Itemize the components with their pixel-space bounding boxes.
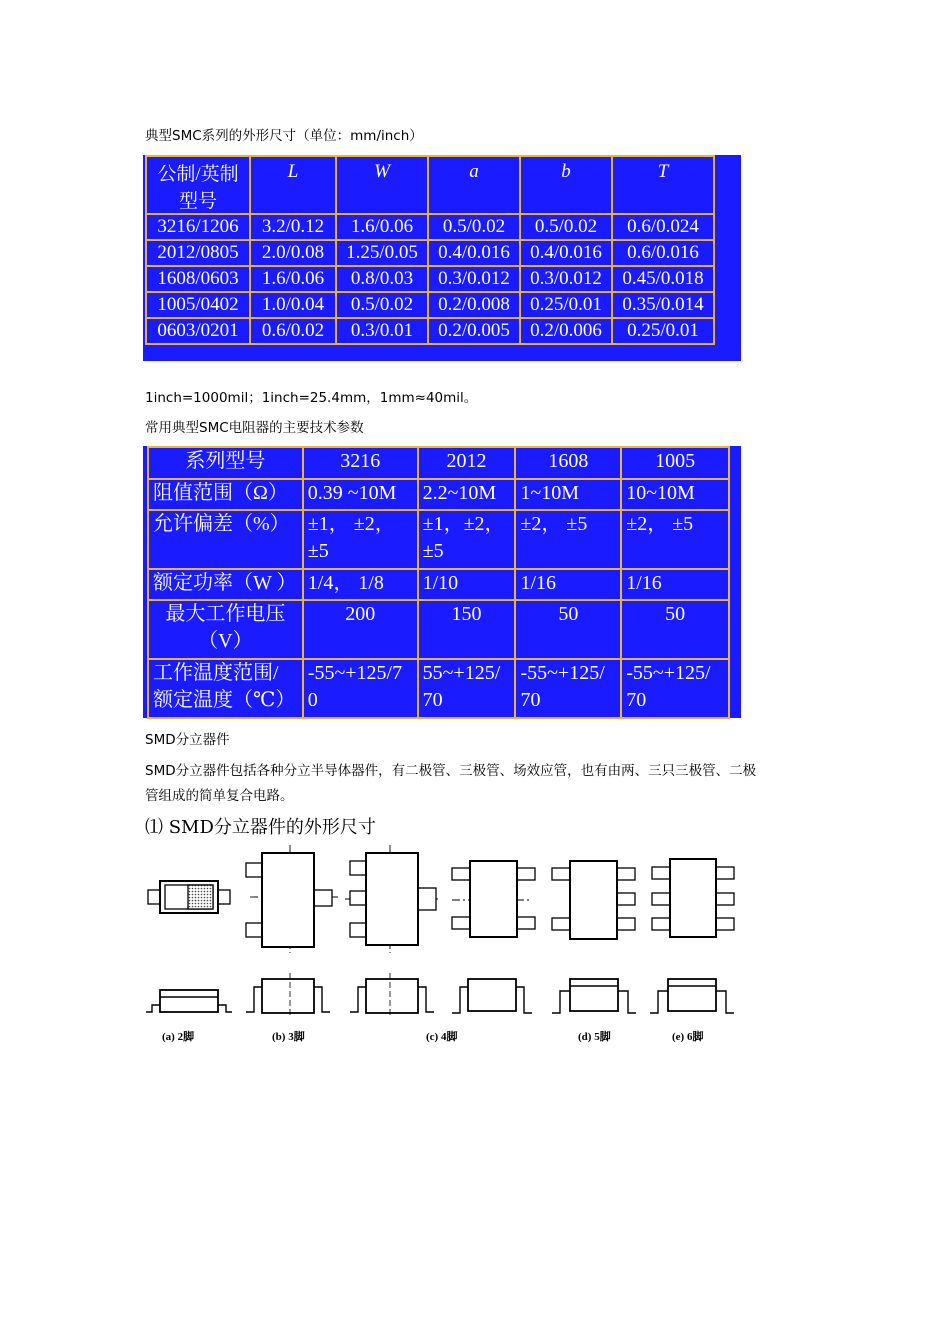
cell-line: ±1， ±2， (307, 513, 395, 535)
table-row (146, 292, 714, 318)
cell-line: ±1，±2， (422, 513, 505, 535)
label-line: （V） (198, 630, 253, 652)
package-b-top-view (246, 845, 340, 953)
cell-line: 70 (626, 689, 647, 711)
side-view-d (452, 979, 532, 1013)
label-line: 最大工作电压 (165, 603, 286, 625)
table-cell: 0.35/0.014 (612, 292, 714, 318)
cell-line: 200 (345, 603, 376, 625)
cell-line: -55~+125/7 (307, 662, 403, 684)
table-cell: 1.6/0.06 (336, 214, 428, 240)
table-cell (418, 479, 516, 510)
table-cell: 3.2/0.12 (250, 214, 336, 240)
table1-header-row (146, 156, 714, 214)
cell-line: 10~10M (626, 482, 695, 504)
table-cell: 0.5/0.02 (336, 292, 428, 318)
table2-header-cell: 2012 (418, 447, 516, 479)
table-row (148, 659, 729, 718)
row-label (148, 600, 303, 659)
table-row (148, 510, 729, 569)
table-cell (418, 569, 516, 600)
side-view-c (350, 973, 434, 1017)
side-view-a (146, 990, 232, 1012)
table-cell (621, 600, 729, 659)
table-cell: 0.4/0.016 (428, 240, 520, 266)
table-cell: 1.25/0.05 (336, 240, 428, 266)
cell-line: 1~10M (520, 482, 580, 504)
paragraph-line-2: 管组成的简单复合电路。 (145, 788, 294, 804)
table-cell (621, 659, 729, 718)
table-row (148, 600, 729, 659)
package-c-top-view (345, 845, 438, 953)
smc-dimension-table (145, 155, 715, 345)
table2-header-row (148, 447, 729, 479)
header-line: L (287, 161, 299, 182)
cell-line: 70 (520, 689, 541, 711)
table1-header-cell (612, 156, 714, 214)
table-cell (303, 510, 418, 569)
table2-header-cell: 3216 (303, 447, 418, 479)
side-view-f (650, 979, 734, 1013)
table-cell: 0.45/0.018 (612, 266, 714, 292)
cell-line: 0.39 ~10M (307, 482, 397, 504)
cell-line: 2.2~10M (422, 482, 497, 504)
table-cell (515, 569, 621, 600)
package-d-top-view (452, 861, 535, 937)
side-view-b (246, 973, 330, 1017)
cell-line: 0 (307, 689, 318, 711)
cell-line: 1/16 (520, 572, 557, 594)
table2-title: 常用典型SMC电阻器的主要技术参数 (145, 420, 364, 436)
cell-line: 50 (558, 603, 579, 625)
cell-line: ±5 (307, 540, 329, 562)
table1-header-cell (336, 156, 428, 214)
table-cell (515, 479, 621, 510)
table-row (146, 214, 714, 240)
table-cell: 0.25/0.01 (612, 318, 714, 344)
side-view-e (552, 979, 636, 1013)
cell-line: 50 (665, 603, 686, 625)
table1-header-cell (520, 156, 612, 214)
package-f-top-view (652, 859, 734, 937)
row-label (148, 569, 303, 600)
caption-b: (b) 3脚 (272, 1031, 305, 1043)
label-line: 阻值范围（Ω） (153, 482, 288, 504)
table1-header-cell (428, 156, 520, 214)
table-cell: 0.2/0.005 (428, 318, 520, 344)
cell-line: ±2， ±5 (520, 513, 588, 535)
table-cell (621, 510, 729, 569)
table1-header-cell (146, 156, 250, 214)
table-cell: 0.5/0.02 (520, 214, 612, 240)
table-cell (303, 600, 418, 659)
table-cell: 0.6/0.024 (612, 214, 714, 240)
caption-e: (e) 6脚 (672, 1031, 704, 1043)
caption-c: (c) 4脚 (426, 1031, 458, 1043)
table1-header-cell (250, 156, 336, 214)
table-cell: 0.2/0.008 (428, 292, 520, 318)
table-row (146, 266, 714, 292)
table-cell: 1.0/0.04 (250, 292, 336, 318)
table-cell: 0.5/0.02 (428, 214, 520, 240)
row-label (148, 510, 303, 569)
row-label (148, 479, 303, 510)
table2-header-cell: 1608 (515, 447, 621, 479)
section-title: ⑴ SMD分立器件的外形尺寸 (145, 817, 376, 838)
table-cell: 1005/0402 (146, 292, 250, 318)
cell-line: 1/16 (626, 572, 662, 594)
table-cell (621, 479, 729, 510)
label-line: 工作温度范围/ (153, 662, 279, 684)
table-cell: 3216/1206 (146, 214, 250, 240)
table-cell: 0.25/0.01 (520, 292, 612, 318)
table-cell: 0.2/0.006 (520, 318, 612, 344)
table-cell: 1.6/0.06 (250, 266, 336, 292)
table-cell (418, 659, 516, 718)
table-cell: 0.6/0.016 (612, 240, 714, 266)
table-cell (515, 659, 621, 718)
row-label (148, 659, 303, 718)
table-cell: 0603/0201 (146, 318, 250, 344)
smd-heading: SMD分立器件 (145, 732, 230, 748)
table-cell: 0.8/0.03 (336, 266, 428, 292)
header-line: T (657, 161, 669, 182)
cell-line: ±2， ±5 (626, 513, 694, 535)
table-row (148, 479, 729, 510)
header-line: 公制/英制 (157, 164, 239, 185)
smc-resistor-params-table (147, 446, 730, 719)
cell-line: 150 (451, 603, 482, 625)
header-line: 型号 (178, 191, 217, 212)
table-cell (418, 510, 516, 569)
table-row (146, 240, 714, 266)
package-a-top-view (148, 881, 230, 913)
table-row (148, 569, 729, 600)
unit-conversion-note: 1inch=1000mil；1inch=25.4mm，1mm≈40mil。 (145, 390, 478, 406)
table1-title: 典型SMC系列的外形尺寸（单位：mm/inch） (145, 128, 423, 144)
table-cell: 0.3/0.012 (428, 266, 520, 292)
table-cell (621, 569, 729, 600)
table2-header-cell: 1005 (621, 447, 729, 479)
table-cell (515, 510, 621, 569)
smd-package-outline-diagram (140, 845, 740, 1050)
table-cell: 1608/0603 (146, 266, 250, 292)
cell-line: 1/4， 1/8 (307, 572, 384, 594)
header-line: b (561, 161, 571, 182)
package-e-top-view (552, 861, 635, 939)
cell-line: 1/10 (422, 572, 459, 594)
table-cell (515, 600, 621, 659)
label-line: 允许偏差（%） (153, 513, 290, 535)
table-cell: 0.6/0.02 (250, 318, 336, 344)
cell-line: -55~+125/ (520, 662, 605, 684)
table-cell: 0.4/0.016 (520, 240, 612, 266)
table-cell (303, 569, 418, 600)
label-line: 额定温度（℃） (153, 689, 296, 711)
table-row (146, 318, 714, 344)
table-cell: 0.3/0.01 (336, 318, 428, 344)
cell-line: 70 (422, 689, 443, 711)
label-line: 额定功率（W ） (153, 572, 297, 594)
cell-line: ±5 (422, 540, 444, 562)
cell-line: -55~+125/ (626, 662, 711, 684)
table-cell (303, 659, 418, 718)
table-cell (303, 479, 418, 510)
table-cell: 2012/0805 (146, 240, 250, 266)
table-cell: 2.0/0.08 (250, 240, 336, 266)
caption-d: (d) 5脚 (578, 1031, 611, 1043)
header-line: W (374, 161, 390, 182)
header-line: a (469, 161, 479, 182)
caption-a: (a) 2脚 (162, 1031, 195, 1043)
table2-header-cell: 系列型号 (148, 447, 303, 479)
paragraph-line-1: SMD分立器件包括各种分立半导体器件，有二极管、三极管、场效应管，也有由两、三只三极管、二极 (145, 763, 757, 779)
table-cell (418, 600, 516, 659)
cell-line: 55~+125/ (422, 662, 501, 684)
table-cell: 0.3/0.012 (520, 266, 612, 292)
